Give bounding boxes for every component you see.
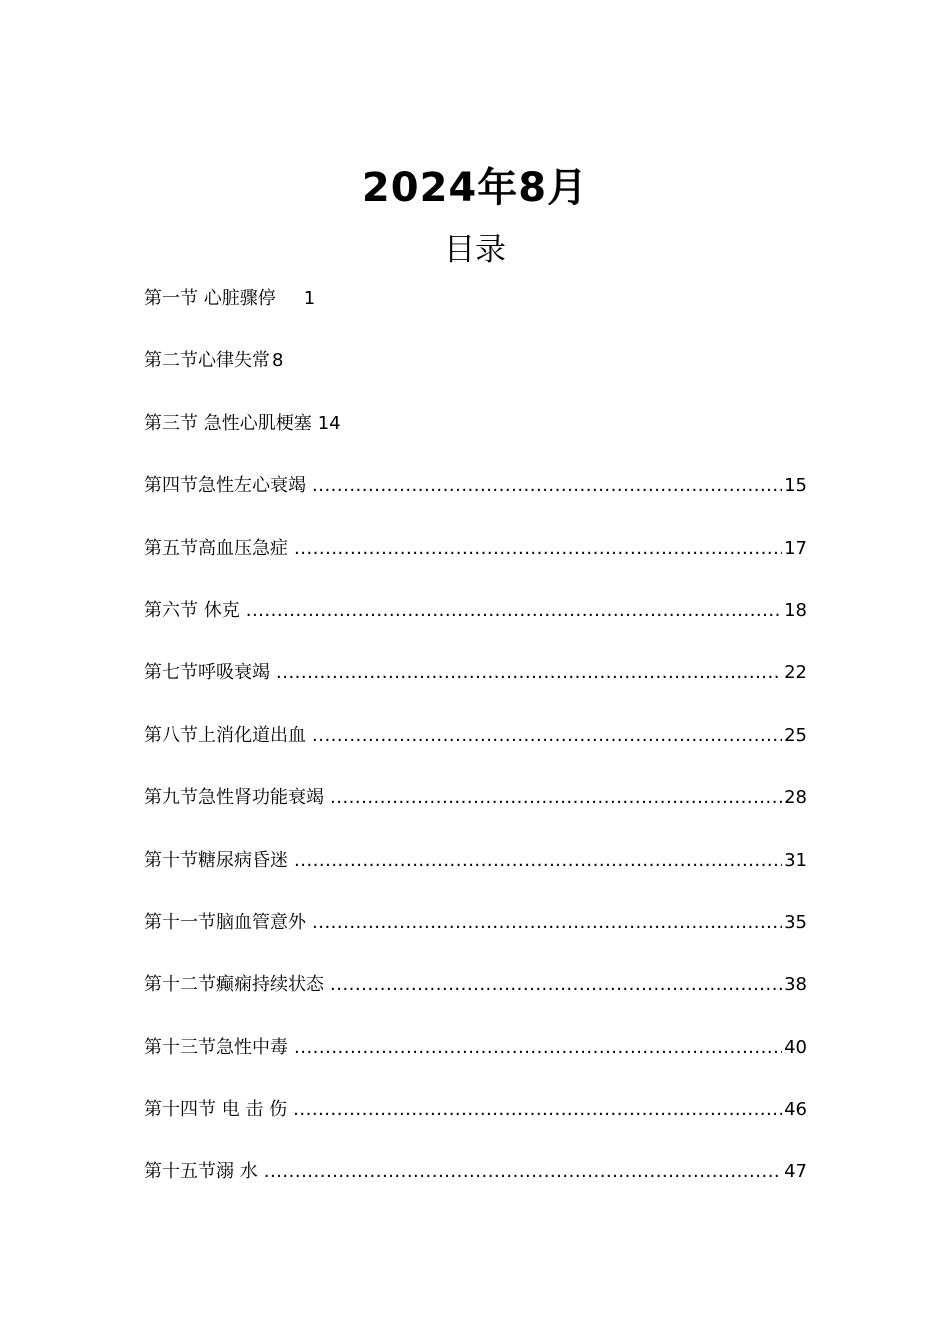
toc-entry[interactable]	[144, 906, 807, 968]
toc-entry[interactable]	[144, 282, 807, 344]
toc-leader-dots	[312, 719, 782, 753]
toc-entry[interactable]	[144, 532, 807, 594]
toc-page-number: 22	[784, 662, 807, 684]
toc-entry-label: 第三节 急性心肌梗塞	[144, 412, 312, 434]
toc-entry[interactable]	[144, 844, 807, 906]
toc-page-number: 17	[784, 537, 807, 559]
toc-entry[interactable]	[144, 656, 807, 718]
toc-leader-dots	[312, 469, 782, 503]
table-of-contents	[144, 282, 807, 1218]
toc-page-number: 15	[784, 475, 807, 497]
toc-leader-dots	[294, 844, 782, 878]
toc-page-number: 8	[272, 350, 284, 372]
toc-entry[interactable]	[144, 719, 807, 781]
toc-entry-label: 第四节急性左心衰竭	[144, 475, 306, 497]
toc-page-number: 40	[784, 1036, 807, 1058]
toc-entry-label: 第八节上消化道出血	[144, 724, 306, 746]
toc-entry[interactable]	[144, 1093, 807, 1155]
toc-leader-dots	[312, 906, 782, 940]
toc-page-number: 31	[784, 849, 807, 871]
toc-page-number: 35	[784, 911, 807, 933]
toc-leader-dots	[294, 1031, 782, 1065]
toc-entry-label: 第二节心律失常	[144, 350, 270, 372]
toc-leader-dots	[294, 532, 782, 566]
toc-page-number: 38	[784, 974, 807, 996]
toc-entry-label: 第十一节脑血管意外	[144, 911, 306, 933]
toc-entry[interactable]	[144, 1031, 807, 1093]
toc-entry-label: 第七节呼吸衰竭	[144, 662, 270, 684]
toc-entry[interactable]	[144, 1155, 807, 1217]
toc-page-number: 18	[784, 599, 807, 621]
toc-page-number: 1	[303, 288, 316, 309]
toc-entry[interactable]	[144, 469, 807, 531]
toc-entry-label: 第一节 心脏骤停	[144, 288, 276, 309]
toc-leader-dots	[293, 1093, 782, 1127]
toc-leader-dots	[246, 594, 782, 628]
toc-entry-label: 第十三节急性中毒	[144, 1036, 288, 1058]
toc-entry-label: 第十四节 电 击 伤	[144, 1099, 288, 1121]
toc-entry[interactable]	[144, 344, 807, 406]
toc-page-number: 46	[784, 1099, 807, 1121]
toc-page-number: 47	[784, 1161, 807, 1183]
toc-page-number: 25	[784, 724, 807, 746]
toc-entry-label: 第五节高血压急症	[144, 537, 288, 559]
toc-entry-label: 第九节急性肾功能衰竭	[144, 787, 324, 809]
toc-leader-dots	[330, 968, 782, 1002]
toc-entry[interactable]	[144, 781, 807, 843]
toc-entry[interactable]	[144, 407, 807, 469]
toc-entry-label: 第六节 休克	[144, 599, 240, 621]
toc-entry[interactable]	[144, 968, 807, 1030]
document-title: 2024年8月	[361, 165, 589, 211]
toc-heading: 目录	[444, 232, 506, 268]
toc-entry[interactable]	[144, 594, 807, 656]
toc-entry-label: 第十五节溺 水	[144, 1161, 258, 1183]
toc-leader-dots	[276, 656, 782, 690]
toc-entry-label: 第十二节癫痫持续状态	[144, 974, 324, 996]
toc-page-number: 14	[317, 412, 341, 434]
toc-leader-dots	[330, 781, 782, 815]
toc-entry-label: 第十节糖尿病昏迷	[144, 849, 288, 871]
toc-leader-dots	[264, 1155, 782, 1189]
toc-page-number: 28	[784, 787, 807, 809]
